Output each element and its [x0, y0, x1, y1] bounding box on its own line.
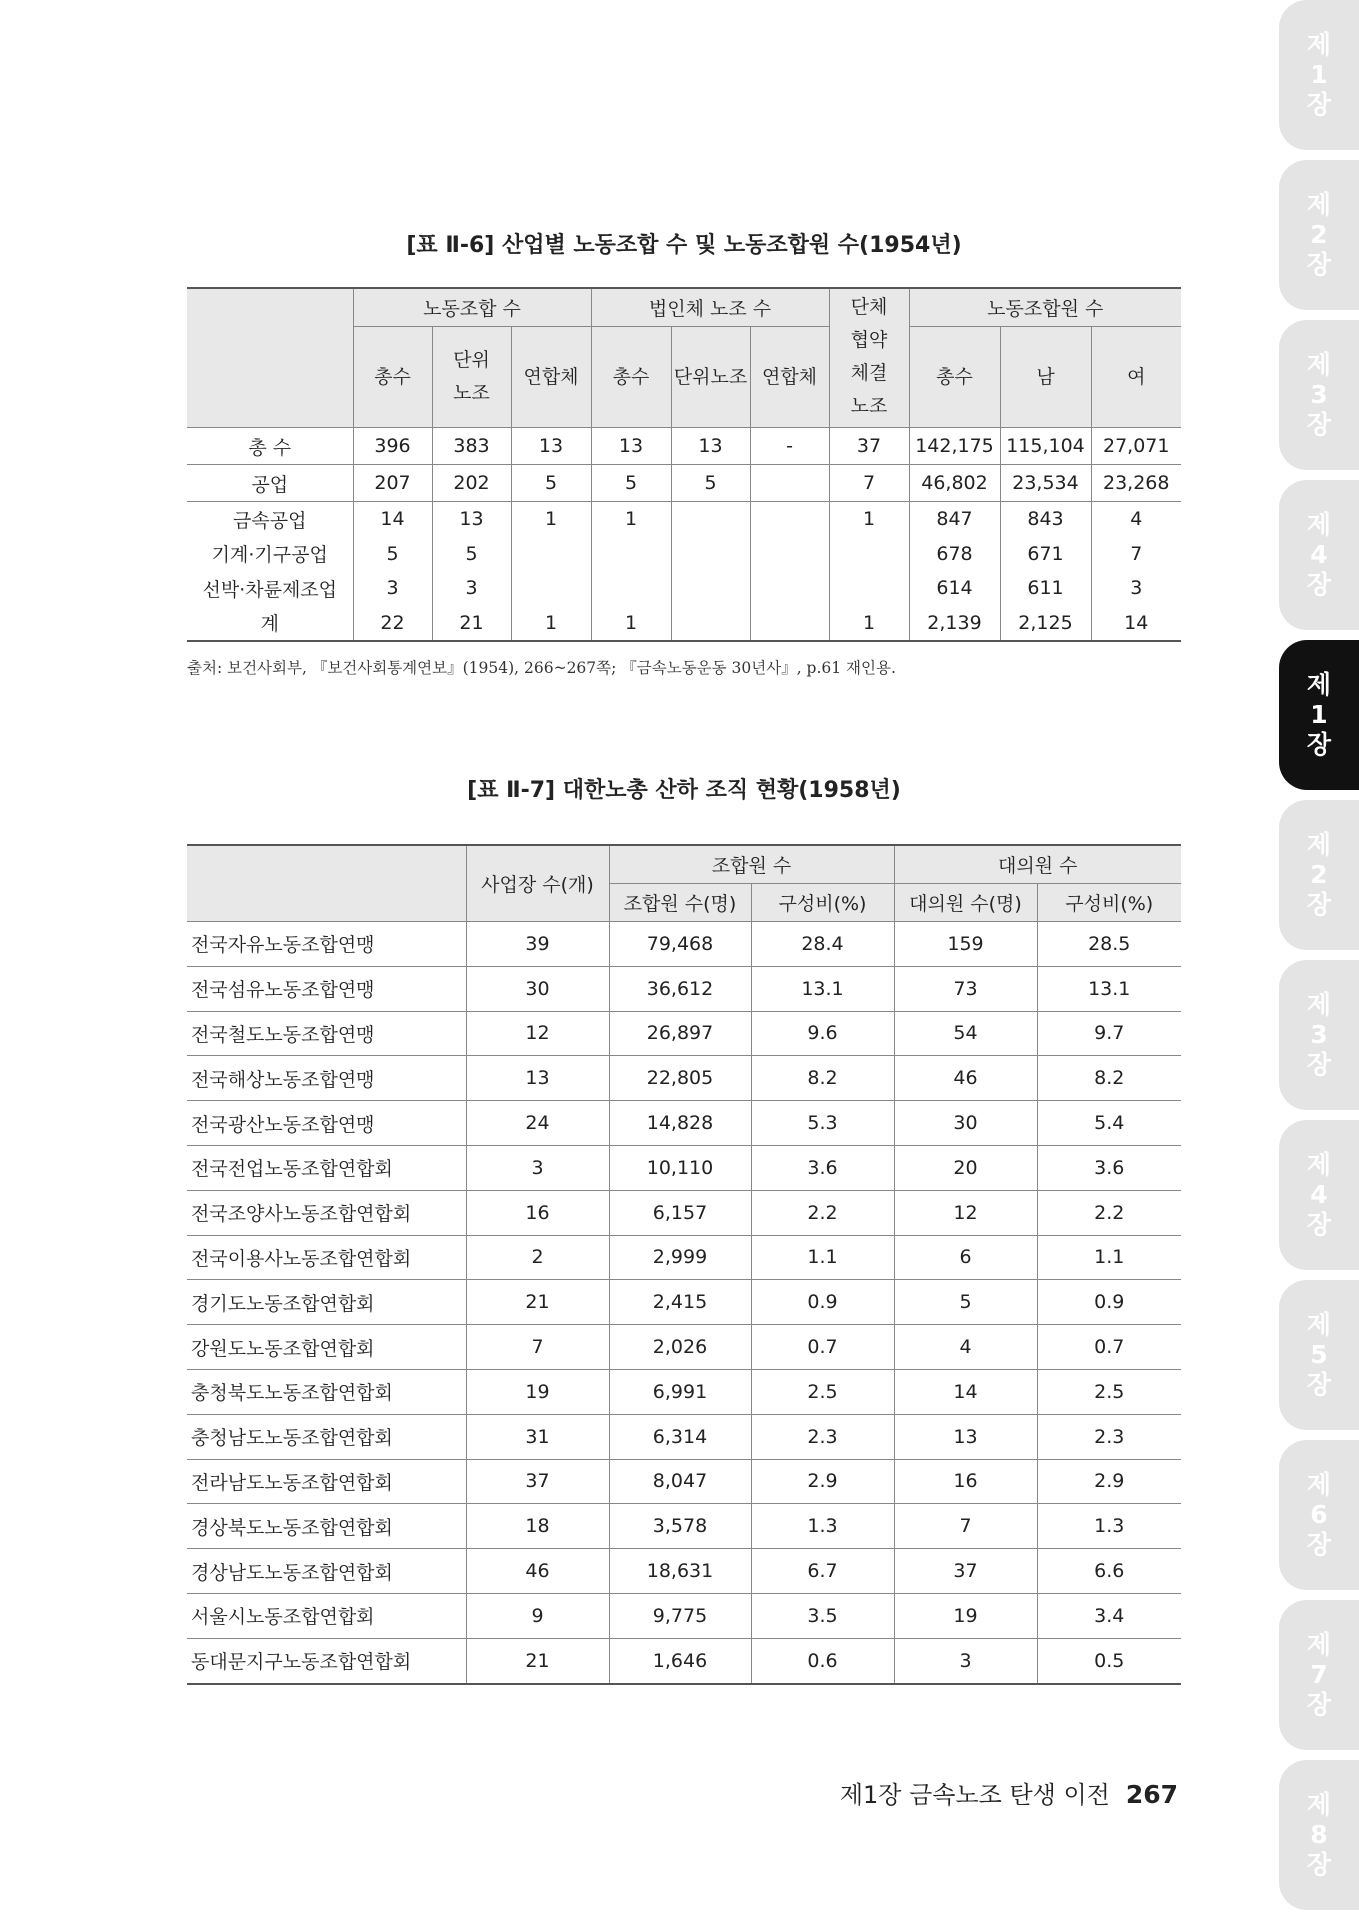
- chapter-tab-char: 장: [1306, 1850, 1332, 1879]
- header-federation: 연합체: [511, 327, 591, 428]
- table-cell: 1.1: [1037, 1235, 1181, 1280]
- row-label: 금속공업: [233, 509, 307, 532]
- header-total: 총수: [353, 327, 432, 428]
- table-cell: 19: [466, 1369, 609, 1414]
- table-cell: 6,157: [609, 1190, 751, 1235]
- table-cell: 6.7: [751, 1549, 894, 1594]
- chapter-tab-char: 장: [1306, 890, 1332, 919]
- table-cell: [750, 502, 829, 537]
- table-cell: 37: [894, 1549, 1037, 1594]
- table-cell: 30: [466, 966, 609, 1011]
- table-cell: [829, 571, 909, 606]
- chapter-tab-char: 6: [1310, 1500, 1328, 1529]
- table-cell: [750, 571, 829, 606]
- table-cell: 115,104: [1000, 428, 1091, 465]
- table-cell: 6.6: [1037, 1549, 1181, 1594]
- table-cell: [671, 571, 750, 606]
- table-cell: 7: [1091, 537, 1181, 572]
- table-cell: [671, 502, 750, 537]
- table-cell: 37: [829, 428, 909, 465]
- chapter-tab-char: 장: [1306, 1530, 1332, 1559]
- chapter-tab-char: 장: [1306, 1690, 1332, 1719]
- table-cell: 23,268: [1091, 465, 1181, 502]
- chapter-tab-char: 제: [1306, 990, 1332, 1019]
- chapter-tab-char: 장: [1306, 1370, 1332, 1399]
- chapter-tab[interactable]: [1279, 800, 1359, 950]
- table-cell: 28.5: [1037, 922, 1181, 967]
- organization-name: 전국해상노동조합연맹: [187, 1056, 466, 1101]
- chapter-tabs: [1279, 0, 1359, 1920]
- table-cell: 2,139: [909, 606, 1000, 642]
- header-members: 노동조합원 수: [909, 288, 1181, 327]
- table-cell: 13: [466, 1056, 609, 1101]
- table-cell: 611: [1000, 571, 1091, 606]
- header-unit-line: 노조: [453, 382, 490, 404]
- table-cell: 22,805: [609, 1056, 751, 1101]
- chapter-tab[interactable]: [1279, 0, 1359, 150]
- header-collective-agreement: [829, 288, 909, 428]
- chapter-tab[interactable]: [1279, 320, 1359, 470]
- table-cell: 202: [432, 465, 511, 502]
- table-cell: 22: [353, 606, 432, 642]
- header-members-count: 조합원 수(명): [609, 884, 751, 922]
- table-cell: 614: [909, 571, 1000, 606]
- header-members-ratio: 구성비(%): [751, 884, 894, 922]
- table-cell: 13.1: [1037, 966, 1181, 1011]
- chapter-tab-char: 4: [1310, 1180, 1328, 1209]
- table-cell: 5: [432, 537, 511, 572]
- table-cell: [591, 537, 671, 572]
- table-cell: 24: [466, 1101, 609, 1146]
- header-blank: [187, 288, 353, 428]
- table-cell: 1: [591, 502, 671, 537]
- table-row: [187, 1056, 1181, 1101]
- table-cell: 678: [909, 537, 1000, 572]
- table-cell: 2.5: [751, 1369, 894, 1414]
- chapter-tab-char: 제: [1306, 1470, 1332, 1499]
- table-cell: 1: [829, 502, 909, 537]
- organization-name: 전국이용사노동조합연합회: [187, 1235, 466, 1280]
- table-cell: 0.6: [751, 1638, 894, 1683]
- table1-title: [표 Ⅱ-6] 산업별 노동조합 수 및 노동조합원 수(1954년): [406, 233, 962, 258]
- table-cell: 0.9: [751, 1280, 894, 1325]
- chapter-tab-char: 5: [1310, 1340, 1328, 1369]
- table-cell: 159: [894, 922, 1037, 967]
- table1-source: 출처: 보건사회부, 『보건사회통계연보』(1954), 266~267쪽; 『금속노동운동 30년사』, p.61 재인용.: [187, 659, 896, 677]
- table-cell: 1: [591, 606, 671, 642]
- row-label: 공업: [187, 465, 353, 502]
- table-row: [187, 1011, 1181, 1056]
- table-cell: 16: [466, 1190, 609, 1235]
- organization-name: 경기도노동조합연합회: [187, 1280, 466, 1325]
- header-collective-line: 협약: [850, 329, 888, 351]
- table-cell: 27,071: [1091, 428, 1181, 465]
- table-row: [187, 606, 1181, 642]
- chapter-tab-char: 3: [1310, 1020, 1328, 1049]
- table-cell: 1.3: [1037, 1504, 1181, 1549]
- table-cell: 5: [894, 1280, 1037, 1325]
- table-cell: 73: [894, 966, 1037, 1011]
- chapter-tab[interactable]: [1279, 1280, 1359, 1430]
- table-row: [187, 1369, 1181, 1414]
- table-row: [187, 1549, 1181, 1594]
- table-cell: 2,999: [609, 1235, 751, 1280]
- header-collective-line: 체결: [850, 362, 888, 384]
- table-cell: 0.7: [1037, 1325, 1181, 1370]
- chapter-tab[interactable]: [1279, 640, 1359, 790]
- table-row: [187, 922, 1181, 967]
- table-unions-by-industry: [187, 287, 1181, 642]
- table-cell: 8,047: [609, 1459, 751, 1504]
- table-cell: 6,314: [609, 1414, 751, 1459]
- table-cell: 36,612: [609, 966, 751, 1011]
- table-cell: 2: [466, 1235, 609, 1280]
- table-cell: 14: [353, 502, 432, 537]
- table-cell: [750, 465, 829, 502]
- table-cell: 2.9: [751, 1459, 894, 1504]
- running-title: 제1장 금속노조 탄생 이전: [839, 1781, 1110, 1809]
- table-cell: 5: [591, 465, 671, 502]
- chapter-tab-char: 3: [1310, 380, 1328, 409]
- table-cell: 79,468: [609, 922, 751, 967]
- table-cell: 0.5: [1037, 1638, 1181, 1683]
- table-cell: 2.5: [1037, 1369, 1181, 1414]
- organization-name: 전국전업노동조합연합회: [187, 1145, 466, 1190]
- table-cell: 9: [466, 1593, 609, 1638]
- table-cell: 1: [511, 606, 591, 642]
- chapter-tab-char: 장: [1306, 1050, 1332, 1079]
- table-cell: 2,026: [609, 1325, 751, 1370]
- header-blank: [187, 845, 466, 922]
- table-cell: 10,110: [609, 1145, 751, 1190]
- chapter-tab-char: 7: [1310, 1660, 1328, 1689]
- header-collective-line: 단체: [850, 296, 888, 318]
- table-cell: 9.6: [751, 1011, 894, 1056]
- table-row: [187, 1638, 1181, 1683]
- chapter-tab-char: 제: [1306, 1790, 1332, 1819]
- chapter-tab[interactable]: [1279, 1120, 1359, 1270]
- table-cell: 54: [894, 1011, 1037, 1056]
- table-cell: 7: [829, 465, 909, 502]
- table-row: [187, 428, 1181, 465]
- table-cell: 37: [466, 1459, 609, 1504]
- row-label: 계: [187, 606, 353, 642]
- header-female: 여: [1091, 327, 1181, 428]
- chapter-tab[interactable]: [1279, 1600, 1359, 1750]
- row-label: 기계·기구공업: [211, 544, 328, 567]
- chapter-tab[interactable]: [1279, 160, 1359, 310]
- table-cell: 26,897: [609, 1011, 751, 1056]
- table-cell: 13: [591, 428, 671, 465]
- table-row: [187, 1593, 1181, 1638]
- table-cell: 2,125: [1000, 606, 1091, 642]
- table-cell: 12: [466, 1011, 609, 1056]
- chapter-tab-char: 장: [1306, 410, 1332, 439]
- organization-name: 경상남도노동조합연합회: [187, 1549, 466, 1594]
- table-cell: 18,631: [609, 1549, 751, 1594]
- table-row: [187, 1145, 1181, 1190]
- header-corp-total: 총수: [591, 327, 671, 428]
- table-cell: 3.6: [1037, 1145, 1181, 1190]
- organization-name: 전국철도노동조합연맹: [187, 1011, 466, 1056]
- header-unit-line: 단위: [453, 349, 490, 371]
- table-cell: 3,578: [609, 1504, 751, 1549]
- table-row: [187, 1504, 1181, 1549]
- table-cell: 2.2: [751, 1190, 894, 1235]
- table-cell: 19: [894, 1593, 1037, 1638]
- table-cell: 5: [671, 465, 750, 502]
- table-cell: 2.9: [1037, 1459, 1181, 1504]
- table-row: [187, 1190, 1181, 1235]
- table-cell: [829, 537, 909, 572]
- table-cell: 13: [511, 428, 591, 465]
- chapter-tab[interactable]: [1279, 1440, 1359, 1590]
- header-male: 남: [1000, 327, 1091, 428]
- chapter-tab-char: 장: [1306, 90, 1332, 119]
- header-delegates-ratio: 구성비(%): [1037, 884, 1181, 922]
- table-cell: 20: [894, 1145, 1037, 1190]
- table-row: [187, 1280, 1181, 1325]
- table-cell: [671, 606, 750, 642]
- chapter-tab-char: 1: [1310, 60, 1328, 89]
- table-cell: 9.7: [1037, 1011, 1181, 1056]
- table-cell: 2.3: [1037, 1414, 1181, 1459]
- chapter-tab-char: 2: [1310, 220, 1328, 249]
- header-corp-unions: 법인체 노조 수: [591, 288, 829, 327]
- chapter-tab-char: 2: [1310, 860, 1328, 889]
- organization-name: 충청북도노동조합연합회: [187, 1369, 466, 1414]
- table-cell: 16: [894, 1459, 1037, 1504]
- table-cell: 3.5: [751, 1593, 894, 1638]
- chapter-tab-char: 제: [1306, 1630, 1332, 1659]
- chapter-tab-char: 장: [1306, 570, 1332, 599]
- table-cell: 13.1: [751, 966, 894, 1011]
- table-cell: 8.2: [1037, 1056, 1181, 1101]
- table-cell: 7: [466, 1325, 609, 1370]
- organization-name: 경상북도노동조합연합회: [187, 1504, 466, 1549]
- table-cell: 0.9: [1037, 1280, 1181, 1325]
- chapter-tab[interactable]: [1279, 480, 1359, 630]
- header-unions: 노동조합 수: [353, 288, 591, 327]
- header-corp-federation: 연합체: [750, 327, 829, 428]
- header-delegates-count: 대의원 수(명): [894, 884, 1037, 922]
- organization-name: 전국자유노동조합연맹: [187, 922, 466, 967]
- table-cell: 1.3: [751, 1504, 894, 1549]
- table-cell: 8.2: [751, 1056, 894, 1101]
- chapter-tab-char: 제: [1306, 1310, 1332, 1339]
- chapter-tab-char: 제: [1306, 1150, 1332, 1179]
- table-cell: 0.7: [751, 1325, 894, 1370]
- table-cell: 5: [511, 465, 591, 502]
- row-label: 총 수: [187, 428, 353, 465]
- chapter-tab-char: 4: [1310, 540, 1328, 569]
- table-cell: 9,775: [609, 1593, 751, 1638]
- chapter-tab-char: 제: [1306, 510, 1332, 539]
- table-cell: 5.4: [1037, 1101, 1181, 1146]
- table-cell: 843: [1000, 502, 1091, 537]
- table-cell: 3: [466, 1145, 609, 1190]
- table-cell: 1.1: [751, 1235, 894, 1280]
- chapter-tab-char: 8: [1310, 1820, 1328, 1849]
- table-row: [187, 571, 1181, 606]
- table-cell: 21: [432, 606, 511, 642]
- page-number: 267: [1125, 1780, 1178, 1809]
- chapter-tab[interactable]: [1279, 960, 1359, 1110]
- table-cell: 847: [909, 502, 1000, 537]
- table-cell: 1: [829, 606, 909, 642]
- chapter-tab-char: 제: [1306, 190, 1332, 219]
- organization-name: 전국조양사노동조합연합회: [187, 1190, 466, 1235]
- table-cell: 1: [511, 502, 591, 537]
- chapter-tab-char: 제: [1306, 670, 1332, 699]
- organization-name: 전국광산노동조합연맹: [187, 1101, 466, 1146]
- table-row: [187, 1414, 1181, 1459]
- table-cell: 3: [432, 571, 511, 606]
- header-member-total: 총수: [909, 327, 1000, 428]
- table-row: [187, 966, 1181, 1011]
- table-cell: 4: [1091, 502, 1181, 537]
- table-cell: [591, 571, 671, 606]
- chapter-tab-char: 장: [1306, 1210, 1332, 1239]
- table-cell: 207: [353, 465, 432, 502]
- table-cell: 5.3: [751, 1101, 894, 1146]
- organization-name: 서울시노동조합연합회: [187, 1593, 466, 1638]
- table-cell: 46: [894, 1056, 1037, 1101]
- table-cell: 3.6: [751, 1145, 894, 1190]
- table-cell: 46,802: [909, 465, 1000, 502]
- table-cell: 7: [894, 1504, 1037, 1549]
- table-cell: [750, 606, 829, 642]
- table-cell: 14,828: [609, 1101, 751, 1146]
- chapter-tab-char: 제: [1306, 30, 1332, 59]
- table-cell: 5: [353, 537, 432, 572]
- header-workplaces: 사업장 수(개): [466, 845, 609, 922]
- table-row: [187, 1235, 1181, 1280]
- header-corp-unit: 단위노조: [671, 327, 750, 428]
- table-cell: [511, 537, 591, 572]
- table-cell: 28.4: [751, 922, 894, 967]
- table-row: [187, 537, 1181, 572]
- table-cell: 13: [894, 1414, 1037, 1459]
- table-cell: 12: [894, 1190, 1037, 1235]
- chapter-tab[interactable]: [1279, 1760, 1359, 1910]
- chapter-tab-char: 장: [1306, 250, 1332, 279]
- table-cell: 1,646: [609, 1638, 751, 1683]
- table-cell: 671: [1000, 537, 1091, 572]
- table-cell: 14: [1091, 606, 1181, 642]
- chapter-tab-char: 1: [1310, 700, 1328, 729]
- organization-name: 전라남도노동조합연합회: [187, 1459, 466, 1504]
- table-cell: 396: [353, 428, 432, 465]
- table-cell: 3.4: [1037, 1593, 1181, 1638]
- table-cell: 4: [894, 1325, 1037, 1370]
- organization-name: 강원도노동조합연합회: [187, 1325, 466, 1370]
- row-label: 선박·차륜제조업: [202, 578, 338, 601]
- table-cell: 21: [466, 1638, 609, 1683]
- table-cell: 30: [894, 1101, 1037, 1146]
- table-cell: 23,534: [1000, 465, 1091, 502]
- table-cell: 13: [432, 502, 511, 537]
- header-members-group: 조합원 수: [609, 845, 894, 884]
- table-row: [187, 465, 1181, 502]
- table-cell: 39: [466, 922, 609, 967]
- table-cell: 3: [353, 571, 432, 606]
- table-cell: 142,175: [909, 428, 1000, 465]
- table-cell: [671, 537, 750, 572]
- table-cell: [511, 571, 591, 606]
- table-row: [187, 1325, 1181, 1370]
- header-collective-line: 노조: [850, 395, 888, 417]
- chapter-tab-char: 장: [1306, 730, 1332, 759]
- table-fktu-organizations: [187, 844, 1181, 1685]
- table-cell: -: [750, 428, 829, 465]
- table-cell: 6: [894, 1235, 1037, 1280]
- table-cell: 46: [466, 1549, 609, 1594]
- table-cell: 21: [466, 1280, 609, 1325]
- table-cell: 3: [894, 1638, 1037, 1683]
- table-row: [187, 1101, 1181, 1146]
- table-cell: 2.2: [1037, 1190, 1181, 1235]
- table-cell: 2.3: [751, 1414, 894, 1459]
- table-cell: 31: [466, 1414, 609, 1459]
- header-delegates-group: 대의원 수: [894, 845, 1181, 884]
- table-row: [187, 502, 1181, 537]
- table-cell: 13: [671, 428, 750, 465]
- table-cell: 6,991: [609, 1369, 751, 1414]
- table-row: [187, 1459, 1181, 1504]
- organization-name: 충청남도노동조합연합회: [187, 1414, 466, 1459]
- table-cell: 383: [432, 428, 511, 465]
- header-unit-union: [432, 327, 511, 428]
- chapter-tab-char: 제: [1306, 350, 1332, 379]
- page-footer: [840, 1775, 1178, 1810]
- chapter-tab-char: 제: [1306, 830, 1332, 859]
- table-cell: 3: [1091, 571, 1181, 606]
- organization-name: 동대문지구노동조합연합회: [187, 1638, 466, 1683]
- table2-title: [표 Ⅱ-7] 대한노총 산하 조직 현황(1958년): [467, 778, 901, 803]
- table-cell: 2,415: [609, 1280, 751, 1325]
- organization-name: 전국섬유노동조합연맹: [187, 966, 466, 1011]
- table-cell: 18: [466, 1504, 609, 1549]
- table-cell: [750, 537, 829, 572]
- table-cell: 14: [894, 1369, 1037, 1414]
